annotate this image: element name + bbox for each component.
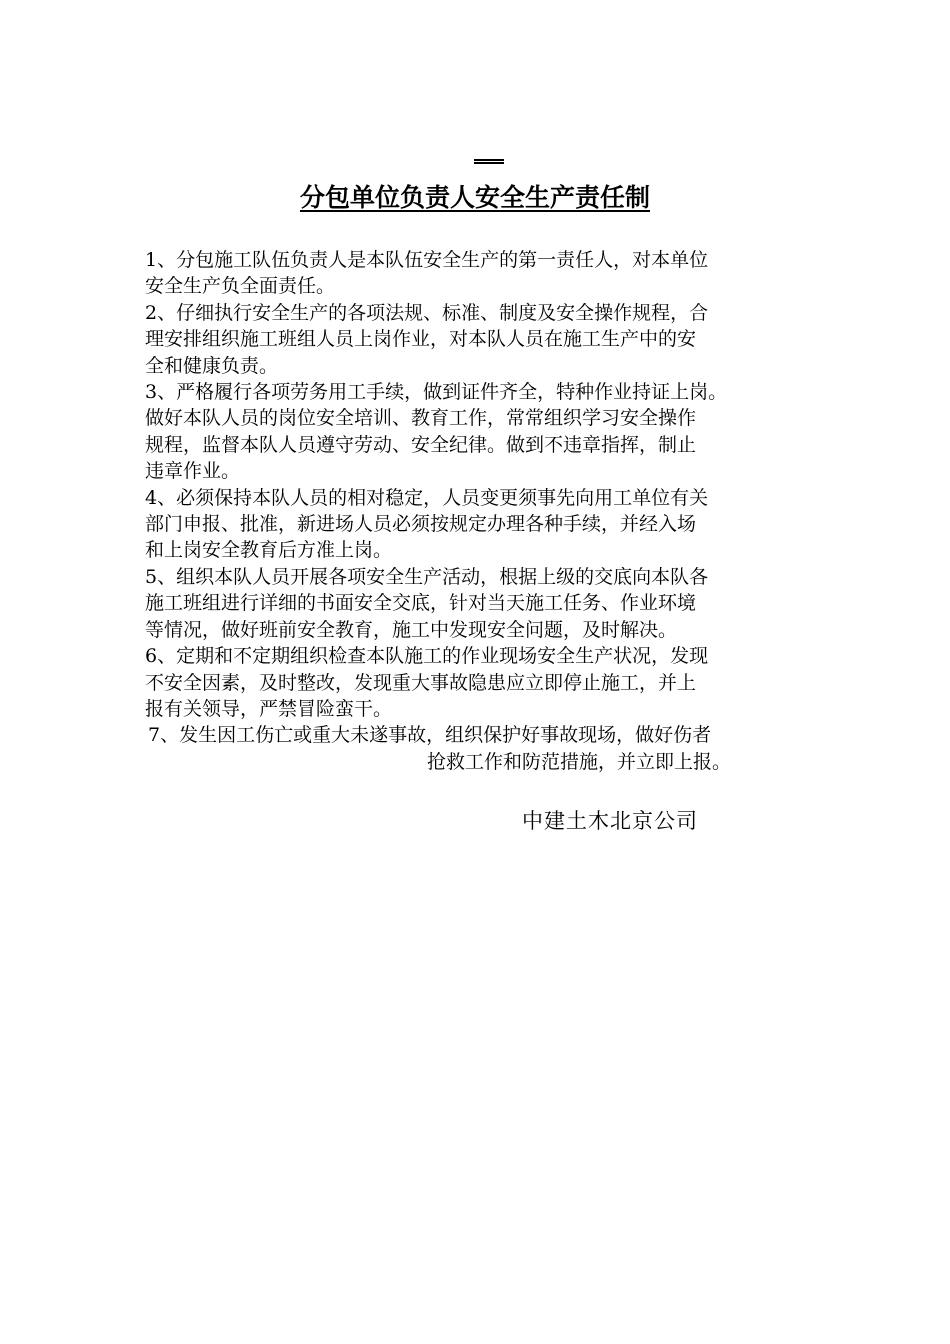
header-double-rule bbox=[474, 159, 504, 164]
list-item: 3、严格履行各项劳务用工手续，做到证件齐全，特种作业持证上岗。 做好本队人员的岗位安全培训、教育工作，常常组织学习安全操作 规程，监督本队人员遵守劳动、安全纪律。做到不违章指挥，制止 违章作业。 bbox=[145, 381, 728, 483]
list-item: 4、必须保持本队人员的相对稳定，人员变更须事先向用工单位有关 部门申报、批准，新进场人员必须按规定办理各种手续，并经入场 和上岗安全教育后方准上岗。 bbox=[145, 486, 709, 562]
company-signature: 中建土木北京公司 bbox=[522, 809, 698, 833]
document-title: 分包单位负责人安全生产责任制 bbox=[299, 183, 650, 212]
list-item: 1、分包施工队伍负责人是本队伍安全生产的第一责任人，对本单位 安全生产负全面责任。 bbox=[145, 249, 709, 298]
list-item: 6、定期和不定期组织检查本队施工的作业现场安全生产状况，发现 不安全因素，及时整改，发现重大事故隐患应立即停止施工，并上 报有关领导，严禁冒险蛮干。 bbox=[145, 645, 709, 720]
list-item bbox=[145, 722, 815, 775]
responsibility-list bbox=[145, 247, 815, 775]
list-item-continuation: 抢救工作和防范措施，并立即上报。 bbox=[427, 750, 732, 773]
list-item: 2、仔细执行安全生产的各项法规、标准、制度及安全操作规程，合 理安排组织施工班组人员上岗作业，对本队人员在施工生产中的安 全和健康负责。 bbox=[145, 301, 709, 377]
list-item: 5、组织本队人员开展各项安全生产活动，根据上级的交底向本队各 施工班组进行详细的书面安全交底，针对当天施工任务、作业环境 等情况，做好班前安全教育，施工中发现安全问题，及时解决。 bbox=[145, 565, 709, 641]
list-item-line: 7、发生因工伤亡或重大未遂事故，组织保护好事故现场，做好伤者 bbox=[148, 724, 712, 747]
